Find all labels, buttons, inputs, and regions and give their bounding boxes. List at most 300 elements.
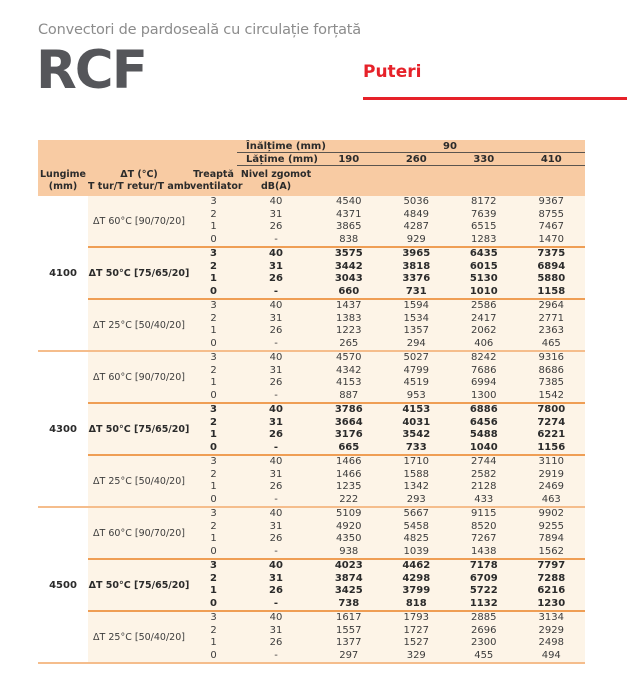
height-value: 90 [443,140,457,152]
noise-level-value: 26 [269,325,283,336]
power-value: 6709 [469,572,498,584]
delta-t-block [88,352,585,402]
power-value: 8520 [471,520,497,532]
power-value: 3176 [334,429,363,440]
power-value: 7288 [537,572,566,584]
power-value: 2586 [471,300,497,311]
power-value: 4342 [336,364,362,376]
power-value: 8242 [471,352,497,363]
power-value: 929 [406,233,426,245]
power-value: 3542 [402,429,431,440]
section-title: Puteri [363,62,422,82]
delta-t-label: ΔT 50°C [75/65/20] [88,267,190,279]
power-row [190,533,585,546]
section-underline-rule [363,97,627,100]
power-value: 6515 [471,221,497,232]
power-rows [190,456,585,506]
power-row [190,481,585,494]
power-rows [190,196,585,246]
length-value: 4100 [38,196,88,350]
noise-level-value: - [274,389,278,401]
fan-step-value: 0 [210,493,217,505]
power-row [190,273,585,286]
noise-level-value: 31 [269,364,283,376]
width-value: 410 [540,153,562,165]
power-value: 3575 [334,248,363,259]
power-value: 2771 [538,312,564,324]
power-row [190,352,585,365]
power-value: 9902 [538,508,564,519]
power-value: 738 [338,597,360,609]
noise-level-value: - [273,441,279,453]
power-value: 9367 [538,196,564,207]
col-header-treapta: Treaptă ventilator [190,169,243,192]
power-value: 5458 [403,520,429,532]
power-value: 4920 [336,520,362,532]
power-value: 1594 [403,300,429,311]
power-value: 433 [474,493,494,505]
noise-level-value: 26 [269,585,283,596]
power-row [190,248,585,261]
power-row [190,300,585,313]
length-group-rows [88,352,585,506]
noise-level-value: 26 [269,637,283,648]
power-value: 455 [474,649,494,661]
power-value: 1132 [469,597,498,609]
delta-t-label: ΔT 25°C [50/40/20] [93,631,185,643]
noise-level-value: 31 [269,208,283,220]
noise-level-value: 26 [269,273,283,284]
power-value: 4849 [403,208,429,220]
noise-level-value: 31 [269,520,283,532]
noise-level-value: - [274,649,278,661]
power-value: 1793 [403,612,429,623]
fan-step-value: 3 [210,248,217,259]
fan-step-value: 3 [210,300,217,311]
product-code: RCF [36,40,146,101]
power-value: 1040 [469,441,498,453]
power-value: 4540 [336,196,362,207]
power-value: 4031 [402,416,431,428]
power-value: 838 [339,233,359,245]
power-value: 406 [474,337,494,349]
power-value: 5130 [469,273,498,284]
fan-step-value: 1 [210,273,217,284]
power-value: 1223 [336,325,362,336]
power-value: 4023 [334,560,363,571]
power-row [190,573,585,586]
power-value: 660 [338,285,360,297]
power-row [190,429,585,442]
power-value: 329 [406,649,426,661]
power-value: 2363 [538,325,564,336]
fan-step-value: 3 [210,404,217,415]
power-value: 4153 [336,377,362,388]
power-row [190,625,585,638]
power-value: 733 [405,441,427,453]
power-rows [190,560,585,610]
power-value: 3442 [334,260,363,272]
length-value: 4500 [38,508,88,662]
power-value: 2128 [471,481,497,492]
power-table [38,140,585,664]
noise-level-value: - [274,233,278,245]
delta-t-block [88,196,585,246]
power-value: 1438 [471,545,497,557]
noise-level-value: 31 [269,468,283,480]
noise-level-value: 40 [269,300,283,311]
power-value: 1300 [471,389,497,401]
power-value: 9115 [471,508,497,519]
noise-level-value: 26 [269,429,283,440]
power-value: 4462 [402,560,431,571]
power-value: 3134 [538,612,564,623]
fan-step-value: 2 [210,260,217,272]
power-rows [190,352,585,402]
fan-step-value: 1 [210,637,217,648]
power-value: 293 [406,493,426,505]
fan-step-value: 3 [210,352,217,363]
noise-level-value: 40 [269,248,283,259]
delta-t-block [88,456,585,506]
power-value: 1235 [336,481,362,492]
power-value: 1542 [538,389,564,401]
power-value: 7274 [537,416,566,428]
noise-level-value: - [274,493,278,505]
height-header-row [237,140,585,153]
fan-step-value: 2 [210,364,217,376]
power-value: 731 [405,285,427,297]
power-value: 1010 [469,285,498,297]
power-value: 4153 [402,404,431,415]
fan-step-value: 0 [210,285,217,297]
noise-level-value: 40 [269,404,283,415]
power-row [190,365,585,378]
fan-step-value: 0 [210,337,217,349]
power-value: 4298 [402,572,431,584]
power-value: 6994 [471,377,497,388]
col-header-dt: ΔT (°C) T tur/T retur/T amb [88,169,191,192]
noise-level-value: 31 [269,416,283,428]
fan-step-value: 1 [210,533,217,544]
noise-level-value: 31 [269,260,283,272]
power-row [190,442,585,455]
dimension-header-block [237,140,585,166]
power-value: 1588 [403,468,429,480]
length-value: 4300 [38,352,88,506]
power-value: 1230 [537,597,566,609]
noise-level-value: 40 [269,196,283,207]
table-header [38,140,585,196]
power-value: 5027 [403,352,429,363]
power-value: 4350 [336,533,362,544]
power-value: 4570 [336,352,362,363]
power-value: 5488 [469,429,498,440]
power-row [190,508,585,521]
power-rows [190,248,585,298]
power-value: 8686 [538,364,564,376]
power-value: 265 [339,337,359,349]
fan-step-value: 2 [210,208,217,220]
power-value: 3818 [402,260,431,272]
power-row [190,404,585,417]
power-value: 8755 [538,208,564,220]
power-rows [190,300,585,350]
noise-level-value: - [273,597,279,609]
fan-step-value: 2 [210,572,217,584]
power-row [190,637,585,650]
power-row [190,377,585,390]
power-value: 7385 [538,377,564,388]
delta-t-block [88,248,585,298]
power-value: 294 [406,337,426,349]
fan-step-value: 1 [210,377,217,388]
power-row [190,313,585,326]
length-group-rows [88,508,585,662]
power-value: 3425 [334,585,363,596]
delta-t-block [88,508,585,558]
power-value: 7894 [538,533,564,544]
power-value: 1617 [336,612,362,623]
power-value: 1557 [336,624,362,636]
power-value: 494 [541,649,561,661]
power-row [190,598,585,611]
delta-t-block [88,612,585,662]
power-value: 818 [405,597,427,609]
power-value: 6456 [469,416,498,428]
power-value: 665 [338,441,360,453]
fan-step-value: 3 [210,508,217,519]
power-value: 2964 [538,300,564,311]
fan-step-value: 1 [210,585,217,596]
height-label: Înălțime (mm) [246,140,326,152]
table-body [38,196,585,664]
noise-level-value: - [274,545,278,557]
power-value: 4519 [403,377,429,388]
power-row [190,286,585,299]
power-value: 4371 [336,208,362,220]
fan-step-value: 1 [210,481,217,492]
noise-level-value: 40 [269,456,283,467]
power-value: 3376 [402,273,431,284]
col-header-lungime: Lungime (mm) [40,169,86,192]
power-value: 3786 [334,404,363,415]
power-value: 1283 [471,233,497,245]
delta-t-label: ΔT 25°C [50/40/20] [93,475,185,487]
power-value: 4287 [403,221,429,232]
power-row [190,456,585,469]
power-value: 6015 [469,260,498,272]
power-value: 7686 [471,364,497,376]
power-value: 2417 [471,312,497,324]
power-value: 2469 [538,481,564,492]
fan-step-value: 3 [210,612,217,623]
power-value: 1534 [403,312,429,324]
power-value: 5036 [403,196,429,207]
width-value: 260 [405,153,427,165]
width-value: 190 [338,153,360,165]
power-value: 5722 [469,585,498,596]
power-value: 1727 [403,624,429,636]
power-row [190,494,585,507]
power-value: 4825 [403,533,429,544]
fan-step-value: 2 [210,624,217,636]
power-value: 5880 [537,273,566,284]
noise-level-value: 40 [269,612,283,623]
width-label: Lățime (mm) [246,153,318,165]
power-value: 463 [541,493,561,505]
length-group [38,508,585,662]
power-value: 3865 [336,221,362,232]
power-row [190,261,585,274]
group-separator [38,662,585,664]
power-value: 2929 [538,624,564,636]
power-value: 1342 [403,481,429,492]
power-rows [190,508,585,558]
power-value: 7467 [538,221,564,232]
delta-t-label: ΔT 50°C [75/65/20] [88,423,190,435]
doc-title: Convectori de pardoseală cu circulație forțată [38,22,361,38]
noise-level-value: 40 [269,508,283,519]
fan-step-value: 3 [210,456,217,467]
power-row [190,221,585,234]
width-value: 330 [473,153,495,165]
power-value: 1466 [336,456,362,467]
delta-t-label: ΔT 50°C [75/65/20] [88,579,190,591]
fan-step-value: 2 [210,416,217,428]
power-value: 7375 [537,248,566,259]
power-value: 6886 [469,404,498,415]
noise-level-value: 26 [269,221,283,232]
power-value: 887 [339,389,359,401]
fan-step-value: 1 [210,221,217,232]
power-value: 1158 [537,285,566,297]
noise-level-value: 26 [269,377,283,388]
length-group [38,196,585,350]
power-row [190,325,585,338]
power-value: 1156 [537,441,566,453]
power-row [190,546,585,559]
power-rows [190,612,585,662]
delta-t-block [88,404,585,454]
power-value: 1437 [336,300,362,311]
power-value: 222 [339,493,359,505]
power-rows [190,404,585,454]
delta-t-block [88,300,585,350]
power-value: 2582 [471,468,497,480]
power-value: 5667 [403,508,429,519]
power-row [190,209,585,222]
noise-level-value: 31 [269,624,283,636]
power-row [190,560,585,573]
power-value: 8172 [471,196,497,207]
noise-level-value: 40 [269,352,283,363]
power-value: 2744 [471,456,497,467]
power-row [190,234,585,247]
fan-step-value: 2 [210,312,217,324]
power-value: 2696 [471,624,497,636]
delta-t-label: ΔT 60°C [90/70/20] [93,371,185,383]
power-value: 2919 [538,468,564,480]
power-value: 1377 [336,637,362,648]
power-value: 3664 [334,416,363,428]
power-value: 7267 [471,533,497,544]
power-value: 1710 [403,456,429,467]
power-value: 9316 [538,352,564,363]
fan-step-value: 3 [210,196,217,207]
fan-step-value: 3 [210,560,217,571]
power-value: 4799 [403,364,429,376]
power-value: 2300 [471,637,497,648]
power-row [190,390,585,403]
power-row [190,650,585,663]
noise-level-value: 31 [269,312,283,324]
fan-step-value: 0 [210,389,217,401]
power-row [190,585,585,598]
delta-t-block [88,560,585,610]
noise-level-value: - [274,337,278,349]
power-value: 1470 [538,233,564,245]
power-value: 3874 [334,572,363,584]
fan-step-value: 0 [210,545,217,557]
power-value: 953 [406,389,426,401]
power-row [190,521,585,534]
length-group [38,352,585,506]
length-group-rows [88,196,585,350]
fan-step-value: 0 [210,597,217,609]
width-header-row [237,153,585,166]
power-value: 1357 [403,325,429,336]
power-value: 6216 [537,585,566,596]
power-value: 7639 [471,208,497,220]
column-header-row [38,166,585,196]
noise-level-value: 31 [269,572,283,584]
delta-t-label: ΔT 25°C [50/40/20] [93,319,185,331]
power-value: 5109 [336,508,362,519]
power-value: 7800 [537,404,566,415]
fan-step-value: 0 [210,441,217,453]
power-value: 6435 [469,248,498,259]
power-value: 3110 [538,456,564,467]
power-value: 1527 [403,637,429,648]
power-value: 3043 [334,273,363,284]
power-value: 9255 [538,520,564,532]
power-value: 6894 [537,260,566,272]
power-value: 1562 [538,545,564,557]
power-row [190,196,585,209]
power-row [190,612,585,625]
delta-t-label: ΔT 60°C [90/70/20] [93,527,185,539]
power-value: 297 [339,649,359,661]
power-value: 6221 [537,429,566,440]
noise-level-value: 26 [269,533,283,544]
fan-step-value: 1 [210,325,217,336]
noise-level-value: 40 [269,560,283,571]
fan-step-value: 2 [210,468,217,480]
noise-level-value: - [273,285,279,297]
power-value: 2062 [471,325,497,336]
power-row [190,417,585,430]
power-value: 1039 [403,545,429,557]
noise-level-value: 26 [269,481,283,492]
power-row [190,338,585,351]
fan-step-value: 0 [210,233,217,245]
power-row [190,469,585,482]
fan-step-value: 2 [210,520,217,532]
power-value: 7797 [537,560,566,571]
power-value: 7178 [469,560,498,571]
fan-step-value: 0 [210,649,217,661]
